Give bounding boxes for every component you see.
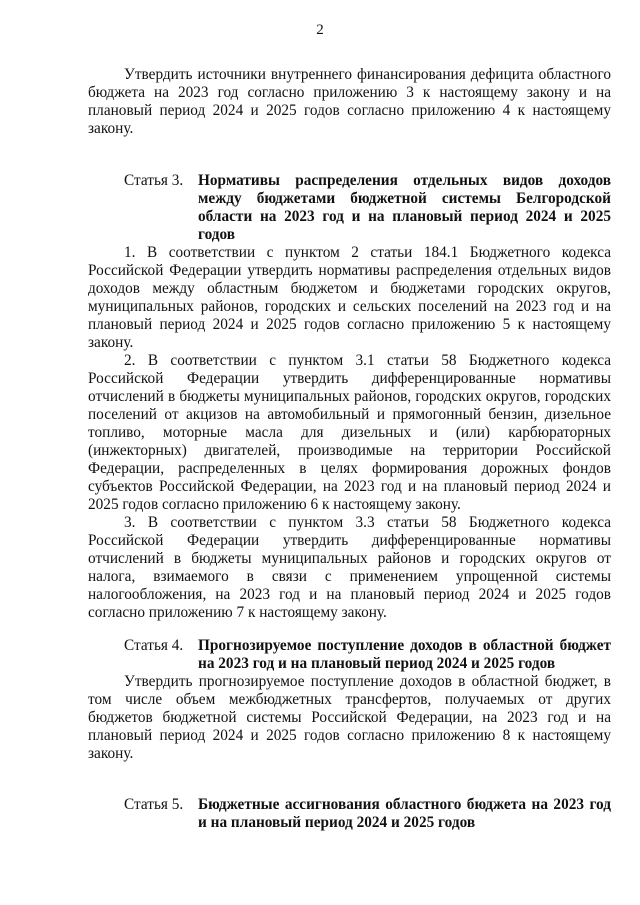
article-3-paragraph-3: 3. В соответствии с пунктом 3.3 статьи 58 Бюджетного кодекса Российской Федерации утвердить дифференцированные нормативы отчислений в бюджеты муниципальных районов и городских округов от налога, взимаемого в связи с применением упрощенной системы налогообложения, на 2023 год и на плановый период 2024 и 2025 годов согласно приложению 7 к настоящему закону. <box>88 514 611 621</box>
page-number: 2 <box>316 22 324 38</box>
intro-section <box>88 66 611 138</box>
article-4-label: Статья 4. <box>124 637 184 654</box>
article-3 <box>88 172 611 622</box>
article-3-paragraph-2: 2. В соответствии с пунктом 3.1 статьи 58 Бюджетного кодекса Российской Федерации утвердить дифференцированные нормативы отчислений в бюджеты муниципальных районов, городских округов, городских поселений от акцизов на автомобильный и прямогонный бензин, дизельное топливо, моторные масла для дизельных и (или) карбюраторных (инжекторных) двигателей, производимые на территории Российской Федерации, распределенных в целях формирования дорожных фондов субъектов Российской Федерации, на 2023 год и на плановый период 2024 и 2025 годов согласно приложению 6 к настоящему закону. <box>88 352 611 513</box>
article-4-paragraph-1: Утвердить прогнозируемое поступление доходов в областной бюджет, в том числе объем межбюджетных трансфертов, получаемых от других бюджетов бюджетной системы Российской Федерации, на 2023 год и на плановый период 2024 и 2025 годов согласно приложению 8 к настоящему закону. <box>88 673 611 762</box>
article-5-heading <box>88 796 611 832</box>
article-4-heading <box>88 637 611 673</box>
intro-paragraph: Утвердить источники внутреннего финансирования дефицита областного бюджета на 2023 год согласно приложению 3 к настоящему закону и на плановый период 2024 и 2025 годов согласно приложению 4 к настоящему закону. <box>88 66 611 137</box>
article-5 <box>88 796 611 832</box>
article-3-label: Статья 3. <box>124 172 184 189</box>
article-4 <box>88 637 611 763</box>
article-3-title: Нормативы распределения отдельных видов доходов между бюджетами бюджетной системы Белгородской области на 2023 год и на плановый период 2024 и 2025 годов <box>198 172 611 243</box>
article-3-paragraph-1: 1. В соответствии с пунктом 2 статьи 184.1 Бюджетного кодекса Российской Федерации утвердить нормативы распределения отдельных видов доходов между областным бюджетом и бюджетами городских округов, муниципальных районов, городских и сельских поселений на 2023 год и на плановый период 2024 и 2025 годов согласно приложению 5 к настоящему закону. <box>88 244 611 351</box>
article-5-label: Статья 5. <box>124 796 184 813</box>
article-3-heading <box>88 172 611 244</box>
article-4-title: Прогнозируемое поступление доходов в областной бюджет на 2023 год и на плановый период 2024 и 2025 годов <box>198 637 611 672</box>
article-5-title: Бюджетные ассигнования областного бюджета на 2023 год и на плановый период 2024 и 2025 годов <box>198 796 611 831</box>
